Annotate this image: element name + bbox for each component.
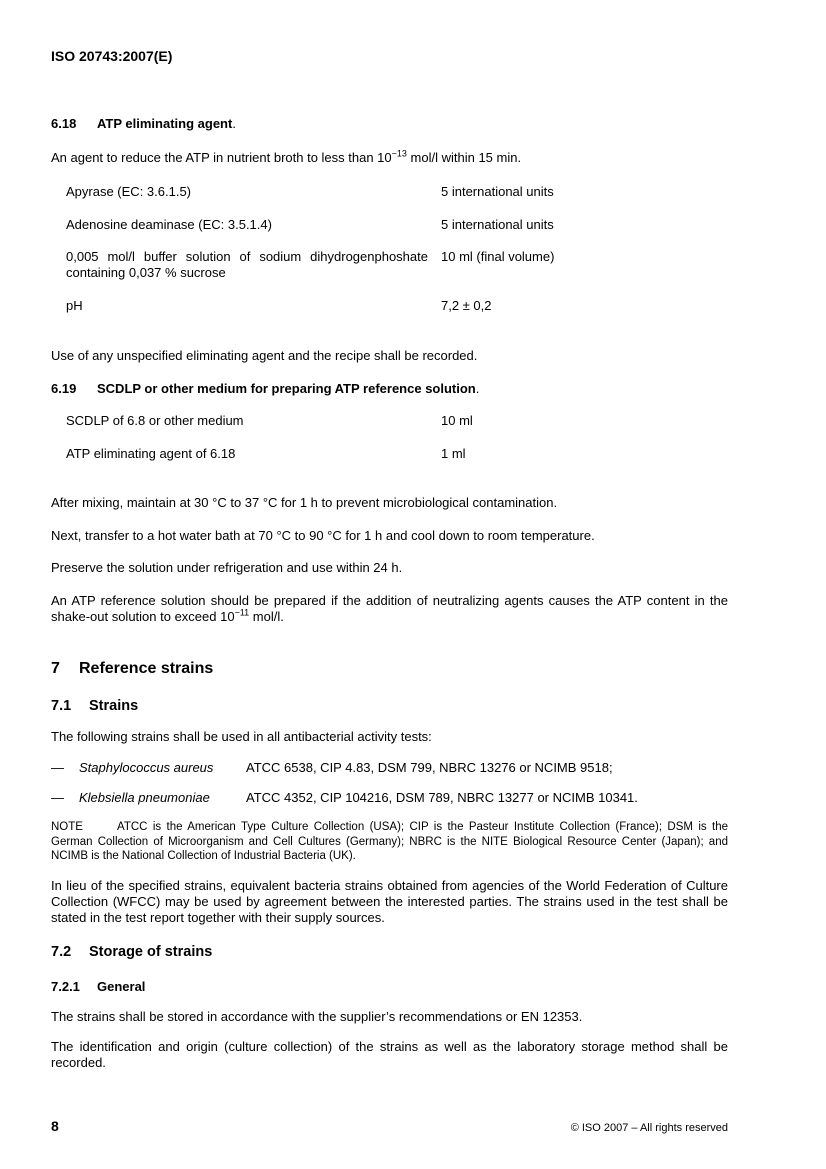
exponent: −11 — [234, 607, 250, 618]
strain-name: Staphylococcus aureus — [79, 760, 214, 775]
title-period: . — [475, 381, 480, 396]
section-7-2-1-heading — [51, 979, 145, 995]
section-number: 7 — [51, 660, 60, 677]
section-7-1-heading — [51, 698, 138, 714]
recipe-label: Adenosine deaminase (EC: 3.5.1.4) — [66, 217, 272, 232]
recording-note: Use of any unspecified eliminating agent and the recipe shall be recorded. — [51, 348, 478, 363]
section-number: 7.2.1 — [51, 979, 80, 994]
recipe-value: 5 international units — [441, 217, 554, 232]
strain-codes: ATCC 6538, CIP 4.83, DSM 799, NBRC 13276 or NCIMB 9518; — [246, 760, 613, 775]
dash-bullet: — — [51, 760, 64, 775]
section-title: SCDLP or other medium for preparing ATP reference solution — [97, 381, 476, 396]
paragraph: In lieu of the specified strains, equivalent bacteria strains obtained from agencies of the World Federation of Culture Collection (WFCC) may be used by agreement between the interested parties. The strains used in the test shall be stated in the test report together with their supply sources. — [51, 878, 728, 925]
section-number: 7.1 — [51, 698, 72, 714]
section-6-19-heading — [51, 381, 479, 397]
paragraph: Next, transfer to a hot water bath at 70 °C to 90 °C for 1 h and cool down to room temperature. — [51, 528, 595, 543]
strain-name: Klebsiella pneumoniae — [79, 790, 210, 805]
title-period: . — [232, 116, 236, 131]
page-number: 8 — [51, 1118, 59, 1134]
section-title: General — [97, 979, 146, 994]
recipe-value: 1 ml — [441, 446, 466, 461]
section-title: Strains — [89, 698, 139, 714]
section-7-2-heading — [51, 944, 212, 960]
strain-codes: ATCC 4352, CIP 104216, DSM 789, NBRC 13277 or NCIMB 10341. — [246, 790, 638, 805]
recipe-value: 10 ml (final volume) — [441, 249, 555, 264]
note — [51, 820, 728, 864]
recipe-label: 0,005 mol/l buffer solution of sodium dihydrogenphoshate containing 0,037 % sucrose — [66, 249, 428, 280]
recipe-value: 10 ml — [441, 413, 473, 428]
paragraph: The identification and origin (culture collection) of the strains as well as the laboratory storage method shall be recorded. — [51, 1039, 728, 1070]
exponent: −13 — [391, 148, 407, 159]
recipe-label: pH — [66, 298, 83, 313]
section-number: 6.19 — [51, 381, 77, 396]
section-number: 7.2 — [51, 944, 72, 960]
section-6-18-heading — [51, 116, 236, 132]
note-text: ATCC is the American Type Culture Collection (USA); CIP is the Pasteur Institute Collection (France); DSM is the German Collection of Microorganism and Cell Cultures (Germany); NBRC is the NITE Biological Resource Center (Japan); and NCIMB is the National Collection of Industrial Bacteria (UK). — [51, 821, 728, 862]
note-label: NOTE — [51, 821, 83, 833]
atp-agent-intro: An agent to reduce the ATP in nutrient broth to less than $10^{-13}$ mol/l within 15 min. — [51, 148, 522, 165]
paragraph: The strains shall be stored in accordance with the supplier’s recommendations or EN 12353. — [51, 1009, 583, 1024]
paragraph: An ATP reference solution should be prepared if the addition of neutralizing agents causes the ATP content in the shake-out solution to exceed $10^{-11}$ mol/l. — [51, 593, 728, 624]
paragraph: Preserve the solution under refrigeration and use within 24 h. — [51, 560, 403, 575]
section-number: 6.18 — [51, 116, 77, 131]
section-title: ATP eliminating agent — [97, 116, 233, 131]
recipe-label: SCDLP of 6.8 or other medium — [66, 413, 244, 428]
recipe-label: Apyrase (EC: 3.6.1.5) — [66, 184, 191, 199]
paragraph: After mixing, maintain at 30 °C to 37 °C for 1 h to prevent microbiological contamination. — [51, 495, 558, 510]
recipe-value: 7,2 ± 0,2 — [441, 298, 492, 313]
recipe-value: 5 international units — [441, 184, 554, 199]
section-7-heading — [51, 661, 213, 677]
document-id: ISO 20743:2007(E) — [51, 48, 173, 64]
section-title: Storage of strains — [89, 944, 213, 960]
recipe-label: ATP eliminating agent of 6.18 — [66, 446, 236, 461]
section-title: Reference strains — [79, 660, 214, 677]
copyright: © ISO 2007 – All rights reserved — [570, 1122, 728, 1134]
dash-bullet: — — [51, 790, 64, 805]
paragraph: The following strains shall be used in all antibacterial activity tests: — [51, 729, 432, 744]
